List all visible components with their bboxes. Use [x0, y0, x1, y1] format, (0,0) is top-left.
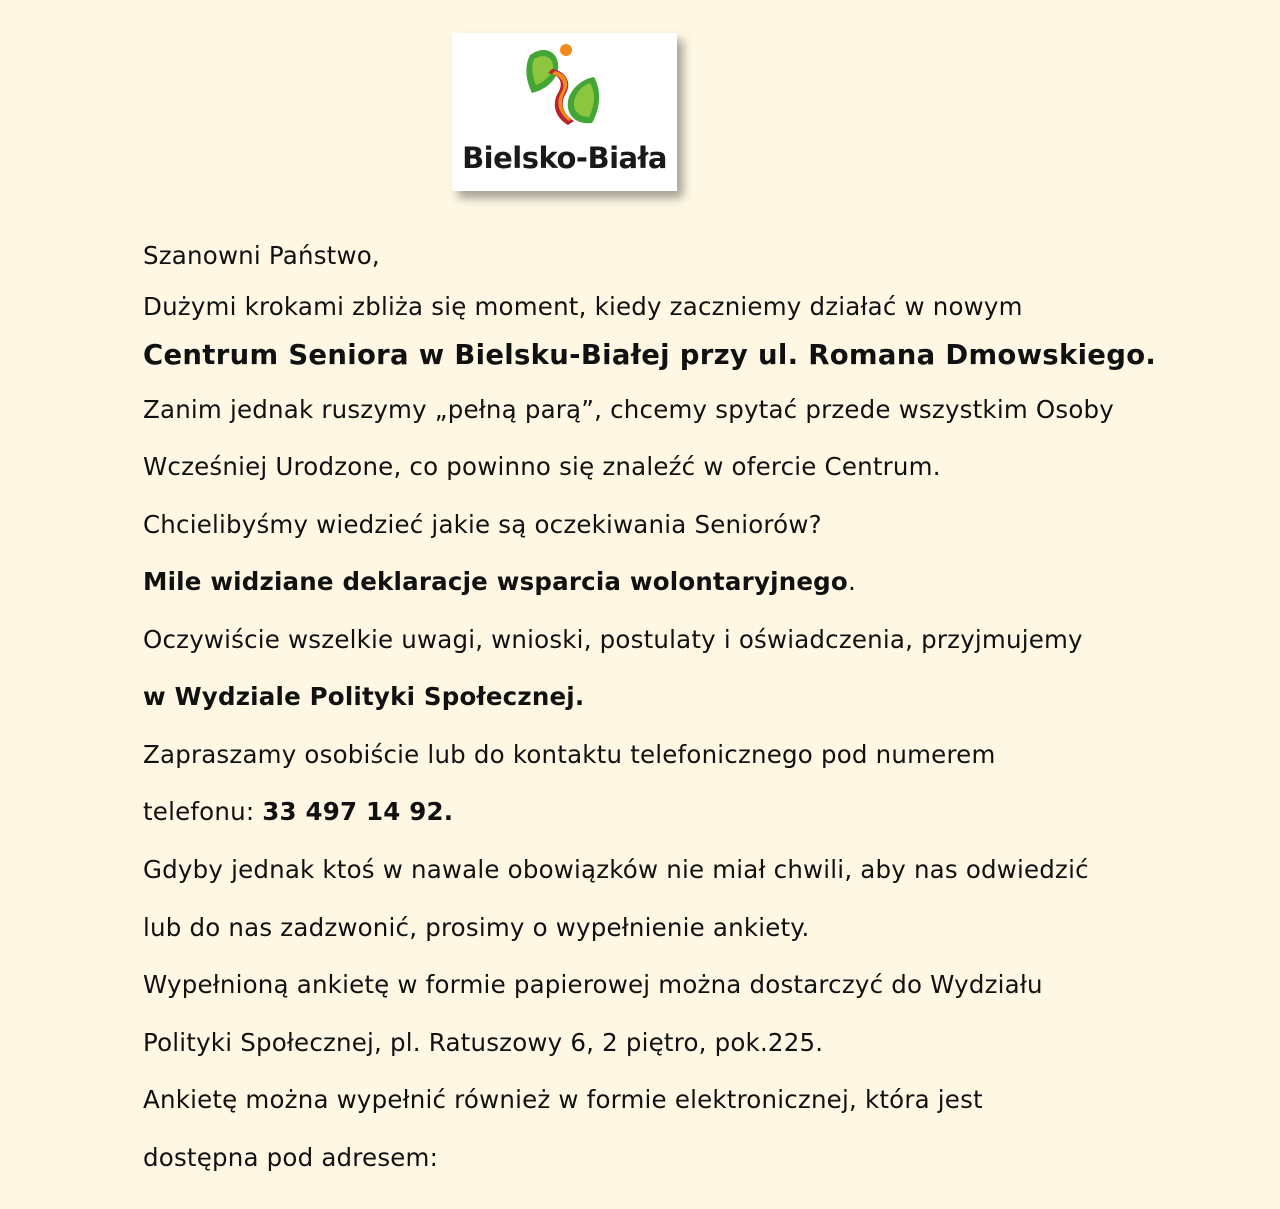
volunteer-period: .	[847, 567, 856, 596]
phone-line	[143, 797, 453, 827]
volunteer-bold-text: Mile widziane deklaracje wsparcia wolontaryjnego	[143, 567, 848, 596]
question-line-3: Chcielibyśmy wiedzieć jakie są oczekiwania Seniorów?	[143, 510, 822, 539]
online-line-2: dostępna pod adresem:	[143, 1143, 439, 1172]
online-line-1: Ankietę można wypełnić również w formie elektronicznej, która jest	[143, 1085, 983, 1114]
greeting: Szanowni Państwo,	[143, 241, 380, 270]
city-logo	[452, 33, 677, 191]
volunteer-line	[143, 567, 856, 597]
remarks-line-1: Oczywiście wszelkie uwagi, wnioski, postulaty i oświadczenia, przyjmujemy	[143, 625, 1083, 654]
intro-text: Dużymi krokami zbliża się moment, kiedy zaczniemy działać w nowym	[143, 292, 1023, 321]
paper-line-2: Polityki Społecznej, pl. Ratuszowy 6, 2 piętro, pok.225.	[143, 1028, 824, 1057]
city-emblem-icon	[522, 41, 604, 131]
paper-line-1: Wypełnioną ankietę w formie papierowej można dostarczyć do Wydziału	[143, 970, 1043, 999]
survey-line-2: lub do nas zadzwonić, prosimy o wypełnienie ankiety.	[143, 913, 810, 942]
survey-line-1: Gdyby jednak ktoś w nawale obowiązków nie miał chwili, aby nas odwiedzić	[143, 855, 1089, 884]
invite-line-1: Zapraszamy osobiście lub do kontaktu telefonicznego pod numerem	[143, 740, 996, 769]
centre-name: Centrum Seniora w Bielsku-Białej przy ul. Romana Dmowskiego.	[143, 339, 1157, 371]
logo-city-name: Bielsko-Biała	[462, 141, 667, 175]
phone-label: telefonu:	[143, 797, 263, 826]
question-line-1: Zanim jednak ruszymy „pełną parą”, chcemy spytać przede wszystkim Osoby	[143, 395, 1114, 424]
phone-number: 33 497 14 92.	[262, 797, 454, 826]
remarks-line-2: w Wydziale Polityki Społecznej.	[143, 682, 585, 711]
question-line-2: Wcześniej Urodzone, co powinno się znaleźć w ofercie Centrum.	[143, 452, 941, 481]
